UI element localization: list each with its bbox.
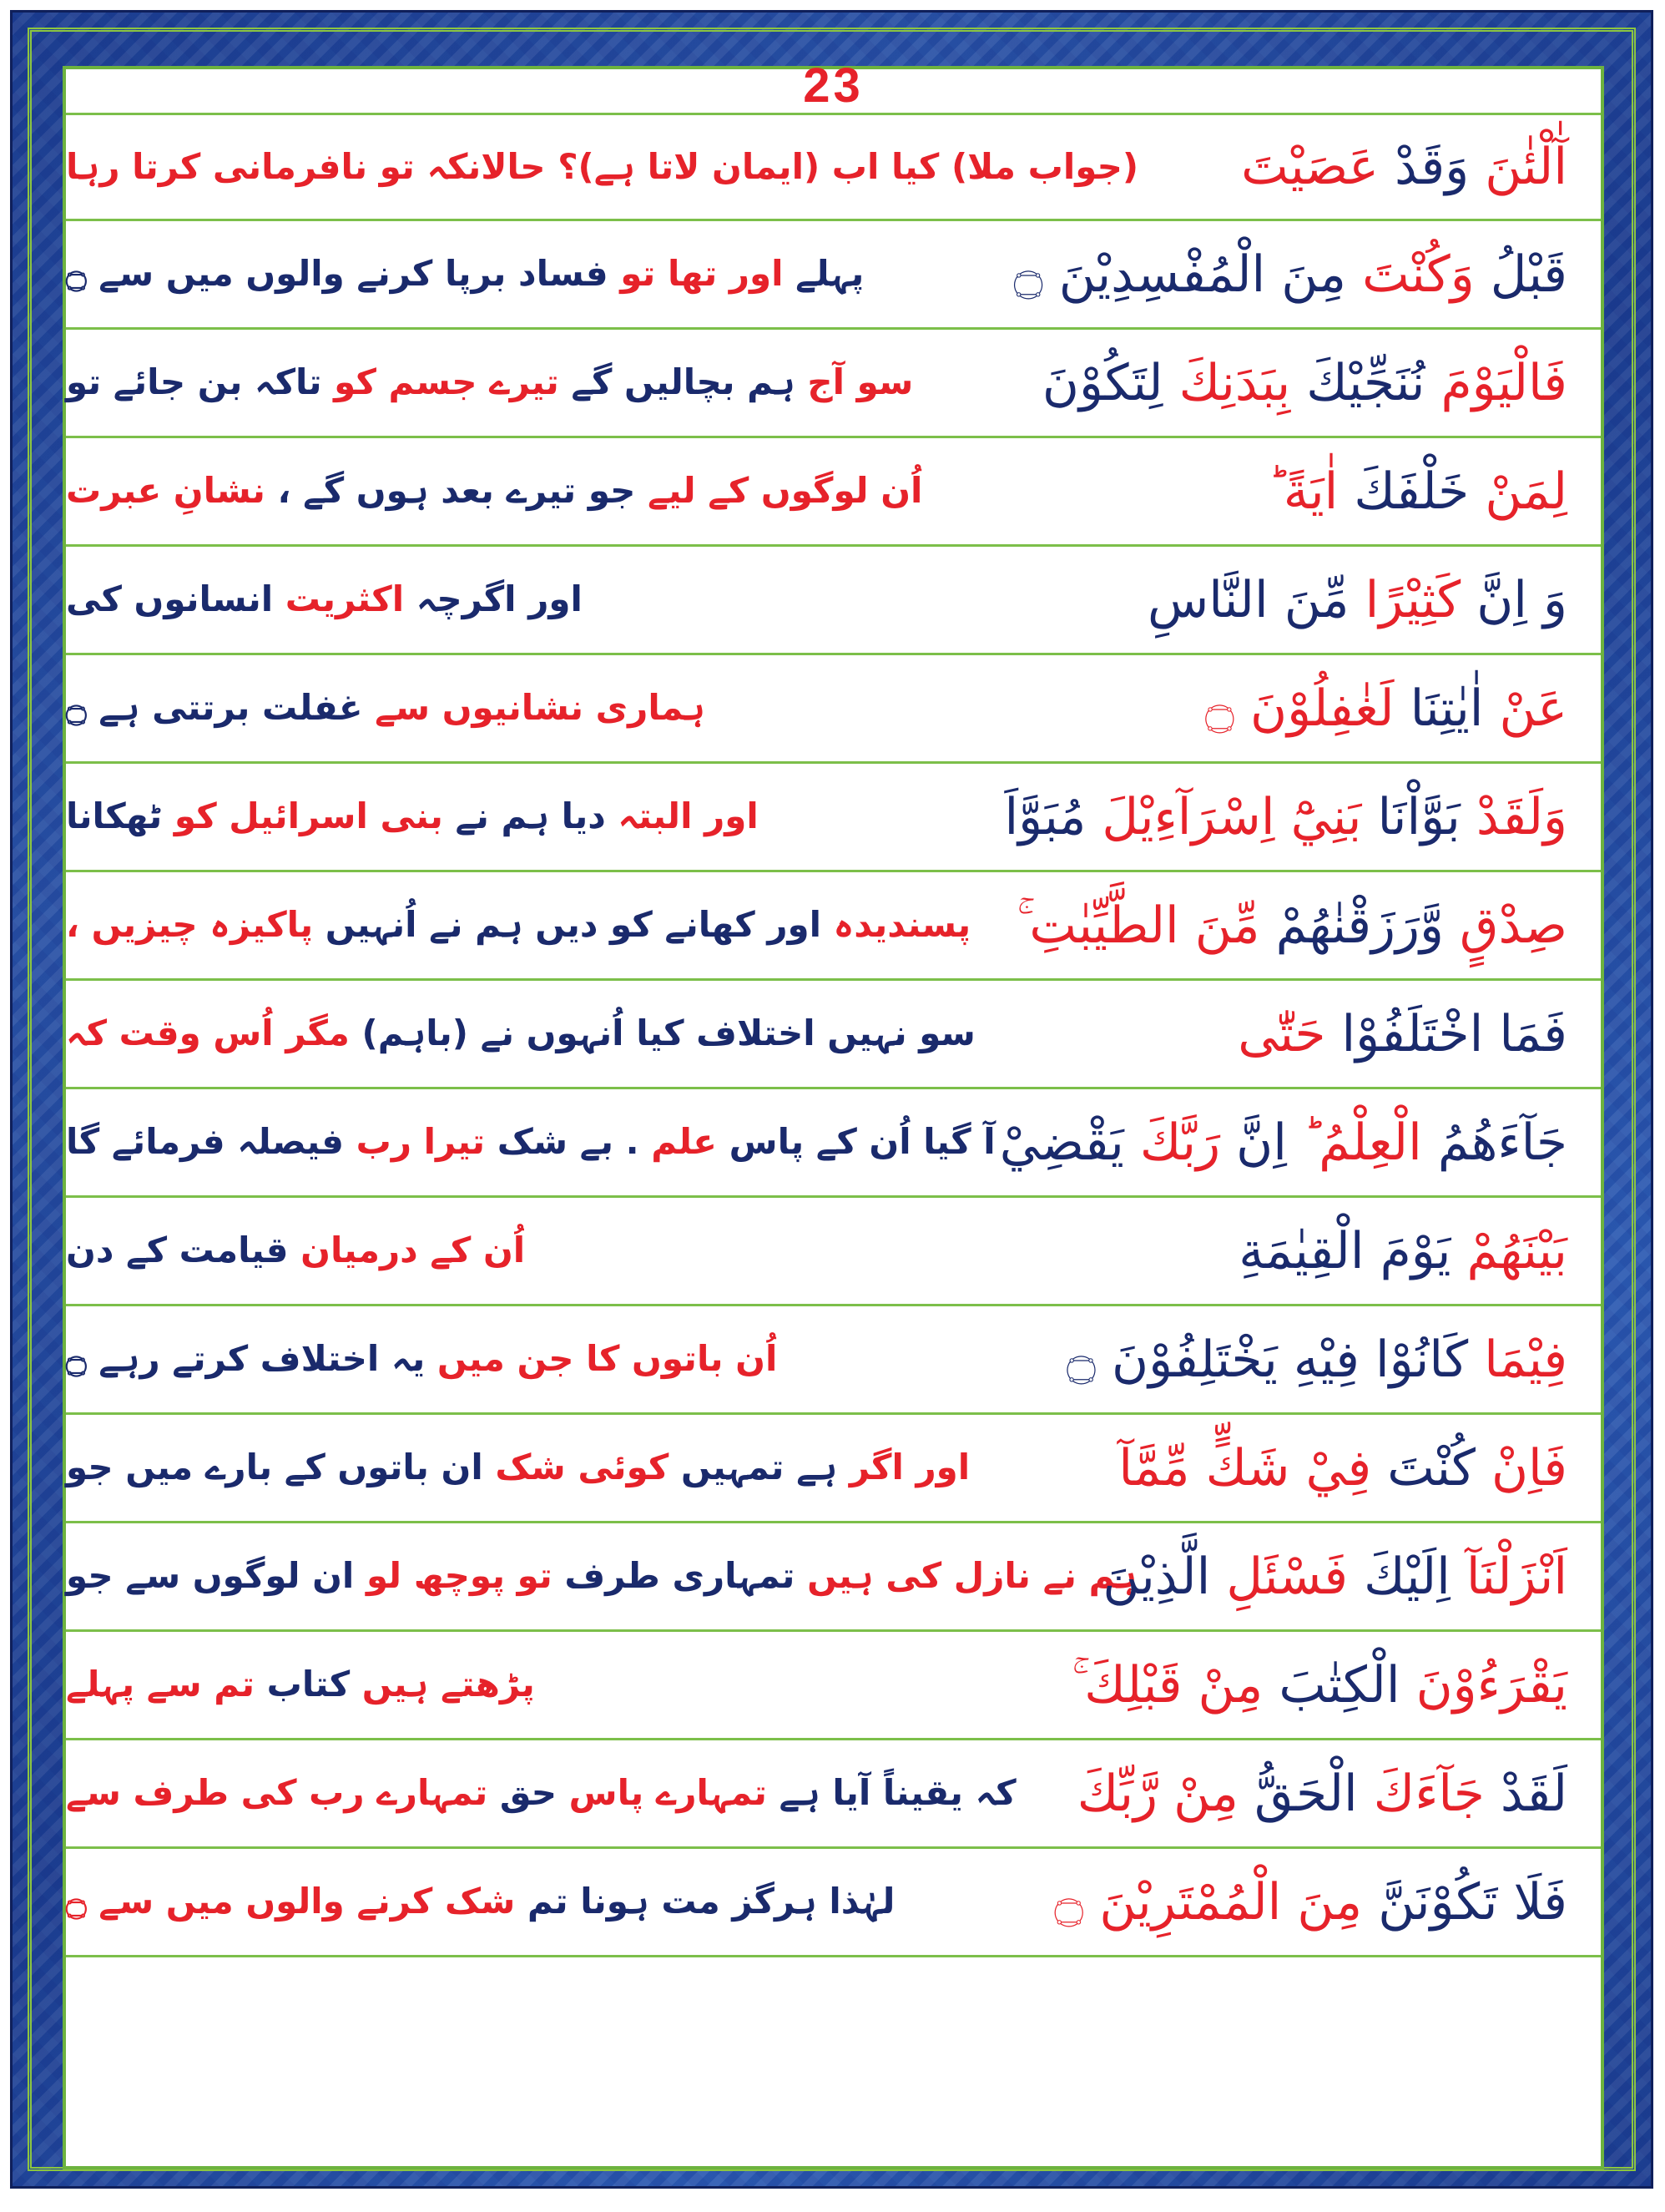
urdu-segment: اُن لوگوں کے لیے — [635, 470, 923, 512]
arabic-verse-cell — [880, 1198, 1601, 1304]
arabic-verse — [1241, 137, 1567, 197]
arabic-segment: مِنْ قَبْلِكَ ۚ — [1072, 1655, 1264, 1715]
arabic-segment: وَّرَزَقْنٰهُمْ — [1259, 896, 1444, 955]
arabic-verse — [1077, 1764, 1567, 1824]
urdu-translation — [66, 470, 922, 512]
arabic-segment: جَآءَهُمُ — [1421, 1113, 1567, 1172]
urdu-translation — [66, 1338, 777, 1380]
arabic-verse-cell — [884, 981, 1601, 1087]
arabic-segment: الْحَقُّ — [1238, 1764, 1358, 1823]
urdu-translation — [66, 1121, 996, 1163]
urdu-segment: کتاب — [255, 1664, 351, 1705]
verse-row — [66, 438, 1601, 547]
urdu-segment: تم سے پہلے — [66, 1664, 255, 1705]
arabic-segment: اِلَيْكَ — [1348, 1547, 1451, 1606]
verse-row — [66, 655, 1601, 764]
urdu-segment: (جواب ملا) کیا اب (ایمان لاتا ہے)؟ حالانکہ تو نافرمانی کرتا رہا — [66, 145, 1139, 187]
arabic-verse-cell — [884, 1523, 1601, 1629]
urdu-segment: . بے شک — [485, 1121, 639, 1163]
urdu-segment: اور البتہ — [605, 795, 759, 837]
urdu-segment: مگر اُس وقت کہ — [66, 1013, 350, 1054]
verse-row — [66, 1415, 1601, 1523]
urdu-segment: کہ یقیناً آیا ہے — [766, 1772, 1017, 1814]
verse-row — [66, 1740, 1601, 1849]
arabic-segment: اٰيٰتِنَا — [1394, 679, 1484, 738]
urdu-segment: ان لوگوں سے جو — [66, 1555, 355, 1597]
arabic-segment: فَمَا — [1483, 1004, 1567, 1063]
arabic-verse — [1148, 570, 1567, 630]
urdu-segment: جو تیرے بعد ہوں گے ، — [265, 470, 636, 512]
arabic-verse-cell — [884, 115, 1601, 219]
arabic-segment: لِتَكُوْنَ — [1042, 353, 1163, 412]
urdu-translation-cell — [66, 1849, 896, 1955]
arabic-verse-cell — [880, 764, 1601, 870]
urdu-segment: انسانوں کی — [66, 578, 274, 620]
arabic-segment: عَصَيْتَ — [1241, 138, 1379, 196]
arabic-segment: الْكِتٰبَ — [1263, 1655, 1400, 1715]
arabic-segment: خَلْفَكَ — [1338, 462, 1470, 521]
arabic-segment: صِدْقٍ — [1443, 896, 1567, 955]
urdu-translation-cell — [66, 438, 923, 544]
arabic-verse-cell — [884, 1849, 1601, 1955]
urdu-segment: بنی اسرائیل کو — [162, 795, 443, 837]
urdu-segment: دیا ہم نے — [442, 795, 606, 837]
arabic-segment: مِنْ رَّبِّكَ — [1077, 1764, 1239, 1823]
urdu-segment: ہماری نشانیوں سے — [362, 687, 705, 729]
urdu-translation — [66, 1664, 535, 1705]
urdu-segment: پسندیدہ — [821, 904, 971, 946]
arabic-segment: يَوْمَ الْقِيٰمَةِ — [1239, 1221, 1451, 1280]
arabic-verse — [1205, 679, 1567, 739]
arabic-verse — [1239, 1221, 1567, 1281]
urdu-segment: اور اگر — [837, 1447, 971, 1488]
arabic-segment: كَانُوْا فِيْهِ يَخْتَلِفُوْنَ ۝ — [1066, 1330, 1469, 1389]
arabic-segment: شَكٍّ — [1189, 1438, 1290, 1497]
urdu-segment: قیامت کے دن — [66, 1230, 289, 1271]
arabic-segment: الْعِلْمُ ؕ — [1286, 1113, 1422, 1172]
urdu-segment: تمہارے پاس — [557, 1772, 767, 1814]
arabic-segment: نُنَجِّيْكَ — [1290, 353, 1425, 412]
urdu-segment: سو نہیں اختلاف کیا اُنہوں نے (باہم) — [349, 1013, 976, 1054]
urdu-segment: آ گیا اُن کے پاس — [717, 1121, 996, 1163]
arabic-segment: بَيْنَهُمْ — [1451, 1221, 1567, 1280]
arabic-verse-cell — [884, 221, 1601, 327]
urdu-segment: لہٰذا ہرگز مت ہونا تم — [515, 1881, 896, 1922]
arabic-segment: بَنِيْٓ اِسْرَآءِيْلَ — [1086, 787, 1362, 846]
arabic-verse — [1268, 462, 1567, 522]
verse-rows — [66, 113, 1601, 1957]
urdu-segment: ٹھکانا — [66, 795, 163, 837]
urdu-translation — [66, 361, 913, 403]
arabic-segment: اخْتَلَفُوْا — [1325, 1004, 1484, 1063]
arabic-verse-cell — [880, 1306, 1601, 1412]
arabic-verse-cell — [884, 1415, 1601, 1521]
arabic-segment: جَآءَكَ — [1357, 1764, 1485, 1823]
arabic-segment: اِنَّ — [1220, 1113, 1287, 1172]
arabic-segment: مُبَوَّاَ — [1004, 787, 1087, 846]
urdu-segment: اور اگرچہ — [404, 578, 583, 620]
arabic-segment: فَالْيَوْمَ — [1425, 353, 1567, 412]
urdu-translation-cell — [66, 1415, 971, 1521]
arabic-segment: قَبْلُ — [1474, 245, 1567, 304]
urdu-segment: تاکہ بن جائے تو — [66, 361, 322, 403]
urdu-segment: حق — [487, 1772, 558, 1814]
urdu-translation — [66, 795, 759, 837]
urdu-translation — [66, 253, 864, 295]
urdu-segment: اکثریت — [273, 578, 405, 620]
urdu-segment: ان باتوں کے بارے میں جو — [66, 1447, 483, 1488]
arabic-segment: مِنَ الْمُفْسِدِيْنَ ۝ — [1013, 245, 1347, 304]
page-number: 23 — [803, 58, 864, 113]
arabic-verse — [1004, 787, 1567, 847]
urdu-segment: پہلے — [783, 253, 865, 295]
urdu-translation — [66, 687, 705, 729]
urdu-translation-cell — [66, 1523, 1138, 1629]
urdu-segment: پاکیزہ چیزیں ، — [66, 904, 314, 946]
urdu-segment: سو آج — [795, 361, 914, 403]
urdu-translation-cell — [66, 547, 880, 653]
urdu-segment: یہ اختلاف کرتے رہے ۝ — [66, 1338, 426, 1380]
urdu-translation — [66, 1230, 525, 1271]
urdu-translation — [66, 904, 971, 946]
verse-row — [66, 764, 1601, 872]
urdu-segment: اُن باتوں کا جن میں — [425, 1338, 778, 1380]
urdu-translation-cell — [66, 1198, 880, 1304]
arabic-verse — [1238, 1004, 1567, 1064]
urdu-translation — [66, 1013, 976, 1054]
content-panel — [63, 58, 1604, 2169]
verse-row — [66, 1306, 1601, 1415]
arabic-segment: الْمُمْتَرِيْنَ ۝ — [1054, 1872, 1282, 1932]
arabic-verse — [1014, 245, 1567, 305]
arabic-segment: وَقَدْ — [1378, 138, 1470, 196]
arabic-segment: وَلَقَدْ — [1460, 787, 1567, 846]
verse-row — [66, 872, 1601, 981]
urdu-translation — [66, 1447, 970, 1488]
arabic-segment: كَثِيْرًا — [1349, 570, 1461, 629]
urdu-segment: اُن کے درمیان — [288, 1230, 526, 1271]
urdu-segment: فیصلہ فرمائے گا — [66, 1121, 345, 1163]
urdu-translation-cell — [66, 330, 914, 436]
arabic-segment: مِّنَ النَّاسِ — [1148, 570, 1350, 629]
verse-row — [66, 1198, 1601, 1306]
arabic-verse-cell — [884, 1089, 1601, 1195]
urdu-segment: تو پوچھ لو — [354, 1555, 552, 1597]
arabic-segment: عَنْ — [1483, 679, 1567, 738]
arabic-segment: لَغٰفِلُوْنَ ۝ — [1204, 679, 1395, 738]
urdu-segment: شک کرنے والوں میں سے ۝ — [66, 1881, 516, 1922]
arabic-segment: يَقْضِيْ — [999, 1113, 1124, 1172]
urdu-segment: نشانِ عبرت — [66, 470, 265, 512]
urdu-translation-cell — [66, 655, 880, 761]
page-border — [10, 10, 1653, 2189]
arabic-verse — [1118, 1438, 1567, 1498]
urdu-translation-cell — [66, 764, 880, 870]
arabic-segment: يَقْرَءُوْنَ — [1400, 1655, 1567, 1715]
arabic-segment: بِبَدَنِكَ — [1163, 353, 1291, 412]
arabic-segment: تَكُوْنَنَّ — [1362, 1872, 1498, 1932]
arabic-segment: كُنْتَ — [1371, 1438, 1476, 1497]
urdu-segment: تمہاری طرف — [552, 1555, 795, 1597]
arabic-segment: مِّنَ الطَّيِّبٰتِ ۚ — [1017, 896, 1260, 955]
verse-row — [66, 1849, 1601, 1957]
arabic-segment: فَلَا — [1497, 1872, 1567, 1932]
verse-row — [66, 547, 1601, 655]
urdu-segment: ہے تمہیں — [669, 1447, 838, 1488]
urdu-segment: ہم بچالیں گے — [558, 361, 795, 403]
urdu-segment: پڑھتے ہیں — [350, 1664, 535, 1705]
urdu-segment: اور تھا تو — [608, 253, 784, 295]
urdu-translation-cell — [66, 221, 884, 327]
arabic-segment: الَّذِيْنَ — [1102, 1547, 1211, 1606]
arabic-verse-cell — [884, 1740, 1601, 1846]
arabic-verse — [1017, 896, 1567, 956]
verse-row — [66, 1523, 1601, 1632]
urdu-translation-cell — [66, 1740, 1017, 1846]
urdu-translation-cell — [66, 872, 971, 978]
arabic-segment: فَسْئَلِ — [1210, 1547, 1349, 1606]
urdu-segment: کوئی شک — [482, 1447, 669, 1488]
arabic-segment: آٰلْئٰنَ — [1469, 138, 1567, 196]
arabic-segment: وَ اِنَّ — [1461, 570, 1567, 629]
urdu-translation-cell — [66, 1089, 996, 1195]
arabic-segment: فِيْمَا — [1468, 1330, 1567, 1389]
verse-row — [66, 1089, 1601, 1198]
urdu-translation-cell — [66, 1632, 880, 1738]
arabic-verse-cell — [880, 547, 1601, 653]
arabic-segment: لَقَدْ — [1484, 1764, 1567, 1823]
arabic-segment: اٰيَةً ؕ — [1267, 462, 1339, 521]
urdu-translation-cell — [66, 1306, 880, 1412]
urdu-segment: علم — [638, 1121, 718, 1163]
arabic-verse-cell — [880, 1632, 1601, 1738]
arabic-segment: مِّمَّآ — [1118, 1438, 1190, 1497]
arabic-segment: مِنَ — [1281, 1872, 1363, 1932]
arabic-segment: فَاِنْ — [1475, 1438, 1567, 1497]
arabic-verse — [1000, 1113, 1567, 1173]
urdu-segment: تیرے جسم کو — [321, 361, 559, 403]
verse-row — [66, 330, 1601, 438]
arabic-verse-cell — [884, 872, 1601, 978]
urdu-segment: غفلت برتتی ہے ۝ — [66, 687, 363, 729]
urdu-translation — [66, 1881, 895, 1922]
arabic-segment: اَنْزَلْنَآ — [1450, 1547, 1567, 1606]
verse-row — [66, 221, 1601, 330]
verse-row — [66, 981, 1601, 1089]
urdu-segment: فساد برپا کرنے والوں میں سے ۝ — [66, 253, 608, 295]
arabic-segment: رَبَّكَ — [1123, 1113, 1221, 1172]
arabic-segment: فِيْ — [1289, 1438, 1372, 1497]
urdu-translation — [66, 1772, 1017, 1814]
arabic-segment: حَتّٰى — [1238, 1004, 1326, 1063]
urdu-translation — [66, 578, 583, 620]
arabic-verse — [1067, 1330, 1567, 1390]
arabic-verse — [1102, 1547, 1567, 1607]
arabic-verse-cell — [880, 655, 1601, 761]
arabic-segment: لِمَنْ — [1469, 462, 1567, 521]
arabic-verse-cell — [884, 438, 1601, 544]
urdu-segment: اور کھانے کو دیں ہم نے اُنہیں — [313, 904, 822, 946]
urdu-segment: تیرا رب — [344, 1121, 486, 1163]
arabic-verse-cell — [884, 330, 1601, 436]
verse-row — [66, 1632, 1601, 1740]
arabic-verse — [1054, 1872, 1567, 1932]
arabic-verse — [1042, 353, 1567, 413]
arabic-segment: بَوَّاْنَا — [1361, 787, 1461, 846]
urdu-segment: تمہارے رب کی طرف سے — [66, 1772, 488, 1814]
arabic-verse — [1072, 1655, 1567, 1715]
arabic-segment: وَكُنْتَ — [1346, 245, 1475, 304]
urdu-translation-cell — [66, 115, 1139, 219]
urdu-translation-cell — [66, 981, 976, 1087]
verse-row — [66, 113, 1601, 221]
urdu-segment: ہم نے نازل کی ہیں — [795, 1555, 1138, 1597]
